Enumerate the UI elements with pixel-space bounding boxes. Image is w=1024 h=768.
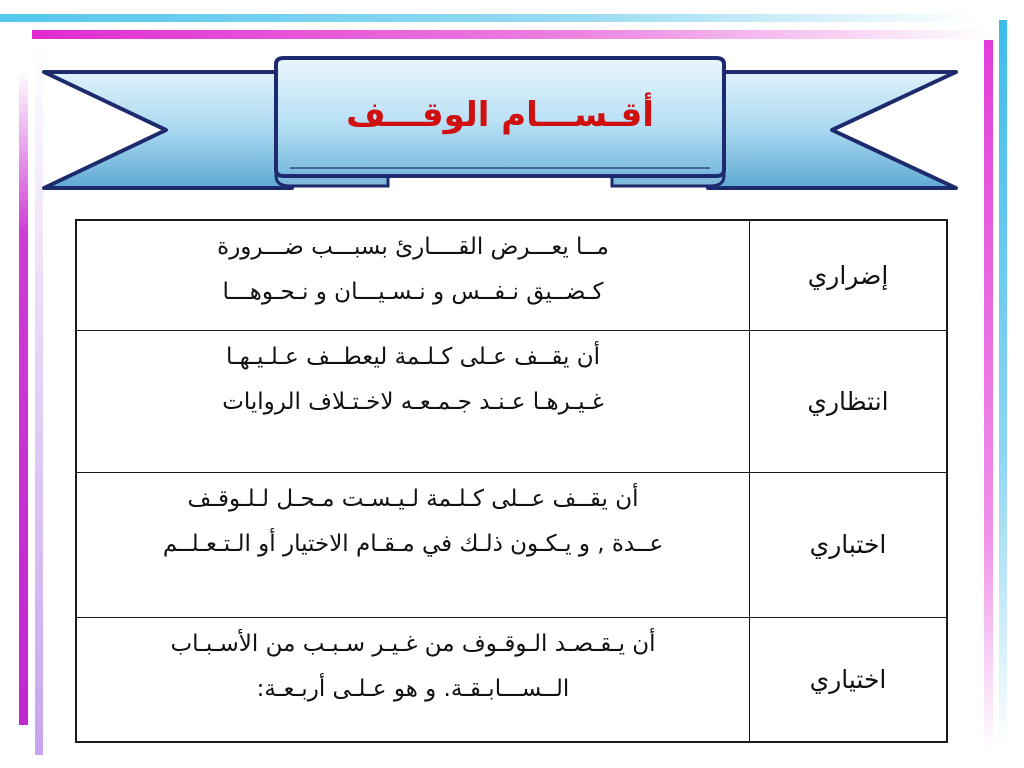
- row-description: [76, 617, 750, 742]
- row-label: اختياري: [750, 617, 948, 742]
- description-line: الــســـابـقـة. و هو عـلـى أربـعـة:: [256, 675, 570, 702]
- ribbon-right-tail: [708, 72, 956, 188]
- table-row: [76, 330, 947, 472]
- description-line: مــا يعـــرض القــــارئ بسبـــب ضـــرورة: [217, 234, 609, 260]
- table-row: [76, 617, 947, 742]
- row-description: [76, 330, 750, 472]
- description-line: كـضــيق نـفــس و نـسـيـــان و نـحـوهـــا: [222, 279, 604, 305]
- table-row: [76, 220, 947, 330]
- row-label: إضراري: [750, 220, 948, 330]
- table-row: [76, 472, 947, 617]
- row-description: [76, 472, 750, 617]
- ribbon-left-tail: [44, 72, 292, 188]
- description-line: غـيـرهـا عـنـد جـمـعـه لاخـتـلاف الروايات: [222, 388, 604, 415]
- description-line: عــدة , و يـكـون ذلـك في مـقـام الاختيار أو الـتـعـلــم: [162, 530, 664, 557]
- waqf-types-table: [75, 219, 948, 743]
- row-label: اختباري: [750, 472, 948, 617]
- row-label: انتظاري: [750, 330, 948, 472]
- description-line: أن يـقـصـد الـوقـوف من غـيـر سـبـب من الأسـبـاب: [170, 630, 656, 657]
- slide-title: أقـســـام الوقـــف: [346, 95, 654, 135]
- description-line: أن يقــف عـلى كـلـمة ليعطــف عـلـيـهـا: [225, 343, 601, 370]
- description-line: أن يقــف عــلى كـلـمة لـيـسـت مـحـل لـلـوقـف: [187, 485, 639, 512]
- row-description: [76, 220, 750, 330]
